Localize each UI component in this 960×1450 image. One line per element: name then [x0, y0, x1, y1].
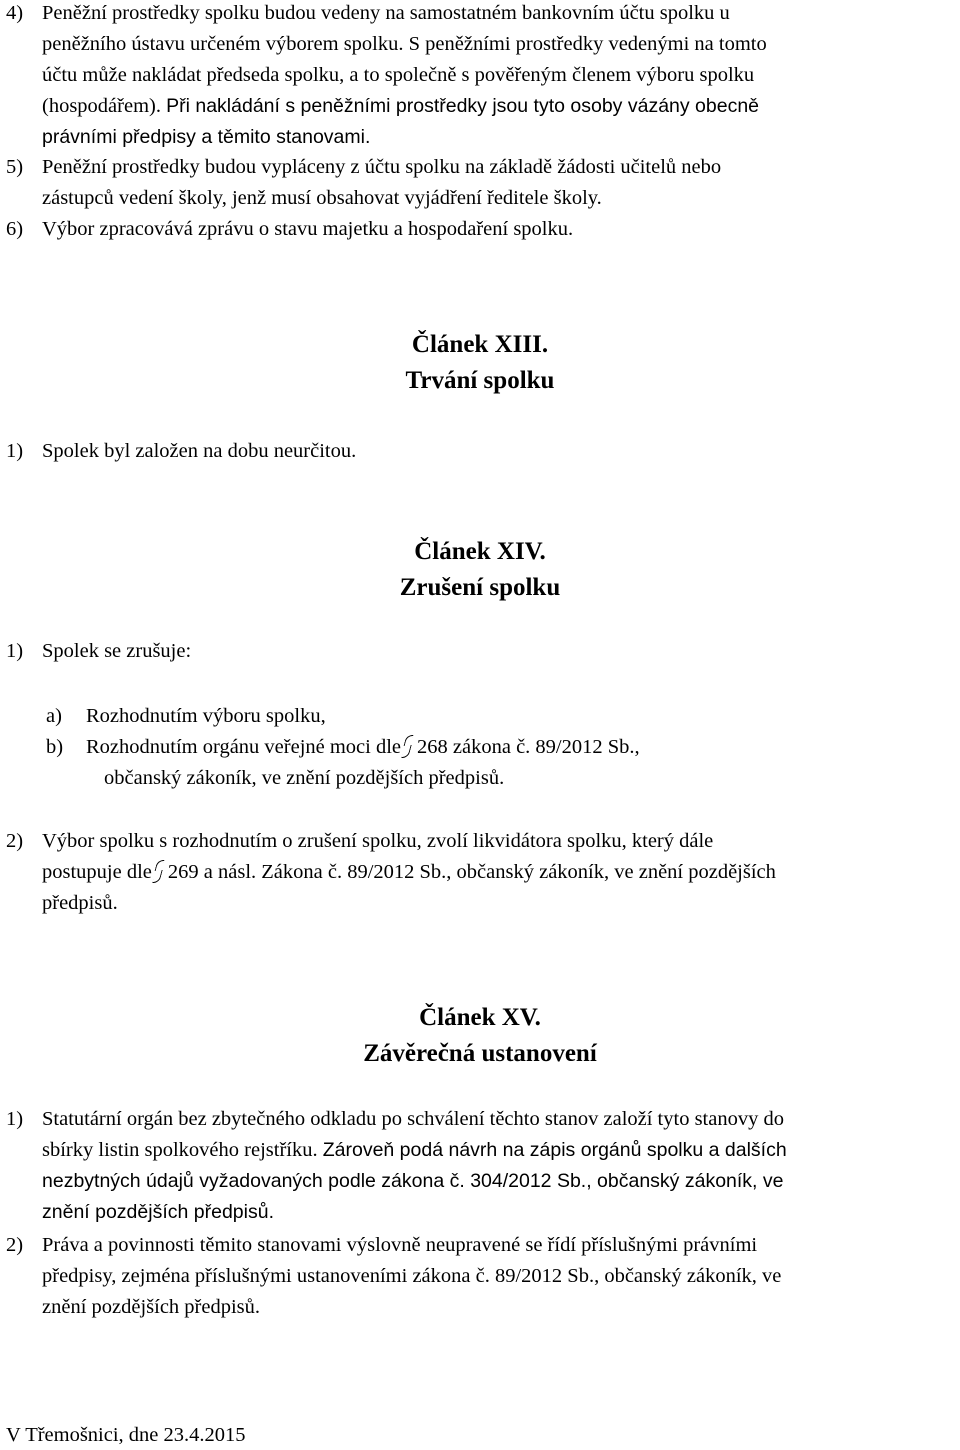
paragraph-line: Statutární orgán bez zbytečného odkladu po schválení těchto stanov založí tyto stanovy do — [42, 1108, 784, 1130]
list-item — [46, 701, 640, 732]
paragraph-line: Práva a povinnosti těmito stanovami výslovně neupravené se řídí příslušnými právními — [42, 1234, 758, 1256]
paragraph-line: postupuje dle — [42, 861, 152, 883]
paragraph-number: 1) — [6, 440, 24, 462]
paragraph-number: 5) — [6, 156, 24, 178]
paragraph-number: 2) — [6, 830, 24, 852]
paragraph-number: 6) — [6, 218, 24, 240]
paragraph-line: Peněžní prostředky spolku budou vedeny na samostatném bankovním účtu spolku u — [42, 2, 730, 24]
paragraph-line: peněžního ústavu určeném výborem spolku. S peněžními prostředky vedenými na tomto — [42, 33, 767, 55]
article-subtitle: Závěrečná ustanovení — [363, 1040, 597, 1067]
section-sign-icon — [154, 860, 162, 882]
paragraph-number: 4) — [6, 2, 24, 24]
paragraph-line: Peněžní prostředky budou vypláceny z účtu spolku na základě žádosti učitelů nebo — [42, 156, 722, 178]
paragraph-line: sbírky listin spolkového rejstříku. — [42, 1139, 318, 1161]
paragraph-line: předpisy, zejména příslušnými ustanoveními zákona č. 89/2012 Sb., občanský zákoník, ve — [42, 1265, 782, 1287]
paragraph-line: znění pozdějších předpisů. — [42, 1296, 261, 1318]
paragraph-line: nezbytných údajů vyžadovaných podle zákona č. 304/2012 Sb., občanský zákoník, ve — [42, 1170, 784, 1192]
paragraph-line: 269 a násl. Zákona č. 89/2012 Sb., občanský zákoník, ve znění pozdějších — [167, 861, 776, 883]
article-xiv-paragraph-1 — [6, 636, 954, 667]
paragraph-number: 1) — [6, 640, 24, 662]
dissolution-list — [46, 701, 640, 794]
article-subtitle: Zrušení spolku — [399, 574, 561, 601]
article-subtitle: Trvání spolku — [405, 367, 555, 394]
article-xv-paragraph-1 — [6, 1104, 954, 1228]
paragraph-line: Výbor zpracovává zprávu o stavu majetku a hospodaření spolku. — [42, 218, 574, 240]
article-title: Článek XIII. — [411, 331, 549, 358]
paragraph-4 — [6, 0, 954, 153]
list-text: Rozhodnutím orgánu veřejné moci dle — [86, 736, 402, 758]
paragraph-6 — [6, 214, 954, 245]
paragraph-number: 1) — [6, 1108, 24, 1130]
paragraph-line: Spolek se zrušuje: — [42, 640, 192, 662]
list-text: 268 zákona č. 89/2012 Sb., — [417, 736, 640, 758]
paragraph-line: právními předpisy a těmito stanovami. — [42, 126, 371, 148]
article-xiii-paragraph-1 — [6, 436, 954, 467]
paragraph-line: Spolek byl založen na dobu neurčitou. — [42, 440, 357, 462]
place-and-date: V Třemošnici, dne 23.4.2015 — [6, 1424, 246, 1446]
paragraph-number: 2) — [6, 1234, 24, 1256]
paragraph-line: (hospodářem). — [42, 95, 161, 117]
article-xiv-heading — [0, 534, 960, 606]
article-title: Článek XV. — [419, 1004, 541, 1031]
list-text: občanský zákoník, ve znění pozdějších předpisů. — [104, 767, 505, 789]
paragraph-line: účtu může nakládat předseda spolku, a to společně s pověřeným členem výboru spolku — [42, 64, 755, 86]
paragraph-line: Při nakládání s peněžními prostředky jsou tyto osoby vázány obecně — [166, 95, 760, 117]
list-label: a) — [46, 705, 62, 727]
article-xv-paragraph-2 — [6, 1230, 954, 1323]
list-text: Rozhodnutím výboru spolku, — [86, 705, 326, 727]
article-xiv-paragraph-2 — [6, 826, 954, 919]
article-xiii-heading — [0, 327, 960, 399]
list-item — [46, 732, 640, 763]
paragraph-5 — [6, 152, 954, 214]
paragraph-line: znění pozdějších předpisů. — [42, 1201, 274, 1223]
article-xv-heading — [0, 1000, 960, 1072]
paragraph-line: Zároveň podá návrh na zápis orgánů spolku a dalších — [322, 1139, 787, 1161]
section-sign-icon — [403, 735, 411, 757]
paragraph-line: zástupců vedení školy, jenž musí obsahovat vyjádření ředitele školy. — [42, 187, 602, 209]
paragraph-line: Výbor spolku s rozhodnutím o zrušení spolku, zvolí likvidátora spolku, který dále — [42, 830, 714, 852]
article-title: Článek XIV. — [414, 538, 546, 565]
list-item-continuation — [46, 763, 640, 794]
paragraph-line: předpisů. — [42, 892, 118, 914]
list-label: b) — [46, 736, 64, 758]
